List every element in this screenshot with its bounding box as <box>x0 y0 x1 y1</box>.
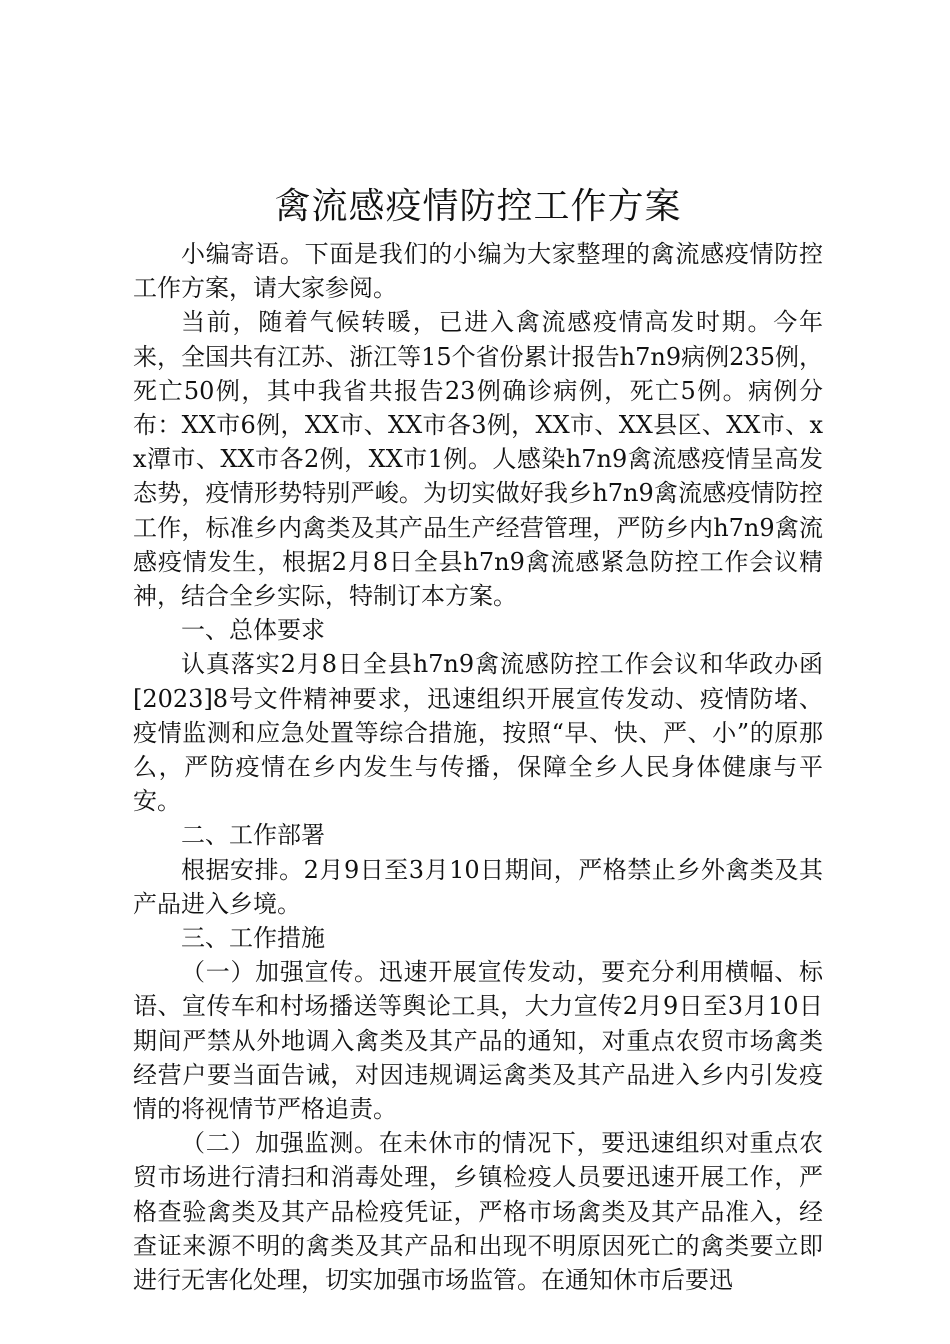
section-heading-general-requirements: 一、总体要求 <box>181 616 325 645</box>
measure-monitoring-paragraph: （二）加强监测。在未休市的情况下，要迅速组织对重点农贸市场进行清扫和消毒处理，乡镇检疫人员要迅速开展工作，严格查验禽类及其产品检疫凭证，严格市场禽类及其产品准入，经查证来源不明的禽类及其产品和出现不明原因死亡的禽类要立即进行无害化处理，切实加强市场监管。在通知休市后要迅 <box>133 1129 823 1295</box>
general-requirements-paragraph: 认真落实2月8日全县h7n9禽流感防控工作会议和华政办函[2023]8号文件精神要求，迅速组织开展宣传发动、疫情防堵、疫情监测和应急处置等综合措施，按照“早、快、严、小”的原那么，严防疫情在乡内发生与传播，保障全乡人民身体健康与平安。 <box>133 650 823 816</box>
background-paragraph: 当前，随着气候转暖，已进入禽流感疫情高发时期。今年来，全国共有江苏、浙江等15个省份累计报告h7n9病例235例，死亡50例，其中我省共报告23例确诊病例，死亡5例。病例分布：XX市6例，XX市、XX市各3例，XX市、XX县区、XX市、xx潭市、XX市各2例，XX市1例。人感染h7n9禽流感疫情呈高发态势，疫情形势特别严峻。为切实做好我乡h7n9禽流感疫情防控工作，标准乡内禽类及其产品生产经营管理，严防乡内h7n9禽流感疫情发生，根据2月8日全县h7n9禽流感紧急防控工作会议精神，结合全乡实际，特制订本方案。 <box>133 308 823 611</box>
section-heading-work-deployment: 二、工作部署 <box>181 821 325 850</box>
section-heading-work-measures: 三、工作措施 <box>181 924 325 953</box>
work-deployment-paragraph: 根据安排。2月9日至3月10日期间，严格禁止乡外禽类及其产品进入乡境。 <box>133 855 823 918</box>
measure-publicity-paragraph: （一）加强宣传。迅速开展宣传发动，要充分利用横幅、标语、宣传车和村场播送等舆论工具，大力宣传2月9日至3月10日期间严禁从外地调入禽类及其产品的通知，对重点农贸市场禽类经营户要当面告诫，对因违规调运禽类及其产品进入乡内引发疫情的将视情节严格追责。 <box>133 958 823 1124</box>
intro-paragraph: 小编寄语。下面是我们的小编为大家整理的禽流感疫情防控工作方案，请大家参阅。 <box>133 240 823 303</box>
document-page <box>133 183 823 1297</box>
document-title: 禽流感疫情防控工作方案 <box>274 186 682 227</box>
